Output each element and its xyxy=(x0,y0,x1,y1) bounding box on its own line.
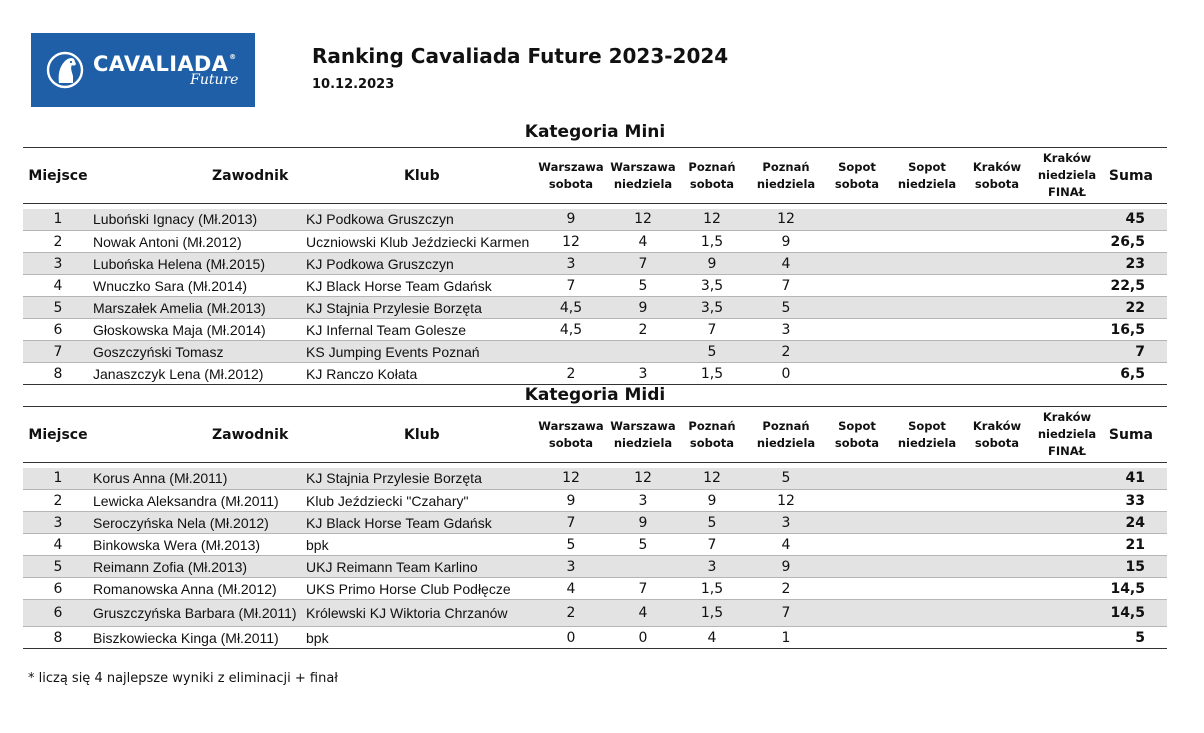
score-cell xyxy=(1030,363,1104,385)
rank-cell: 5 xyxy=(23,297,93,319)
col-header-event-line2: sobota xyxy=(974,435,1020,450)
club-cell: KJ Infernal Team Golesze xyxy=(306,319,532,341)
sum-cell: 15 xyxy=(1104,556,1167,578)
score-cell xyxy=(824,512,890,534)
score-cell: 7 xyxy=(532,275,610,297)
score-cell: 12 xyxy=(610,209,676,231)
rank-cell: 4 xyxy=(23,534,93,556)
col-header-sum: Suma xyxy=(1104,148,1167,204)
col-header-event-line1: Kraków xyxy=(1042,410,1092,424)
col-header-event xyxy=(890,148,964,204)
table-row xyxy=(23,600,1167,627)
score-cell xyxy=(890,319,964,341)
score-cell xyxy=(964,490,1030,512)
score-cell xyxy=(964,319,1030,341)
sum-cell: 26,5 xyxy=(1104,231,1167,253)
score-cell xyxy=(964,627,1030,649)
col-header-event-line2: niedziela xyxy=(897,435,957,450)
col-header-event xyxy=(748,407,824,463)
col-header-place: Miejsce xyxy=(23,148,93,204)
table-row xyxy=(23,341,1167,363)
score-cell xyxy=(824,534,890,556)
score-cell: 7 xyxy=(610,578,676,600)
rank-cell: 1 xyxy=(23,209,93,231)
score-cell: 0 xyxy=(532,627,610,649)
col-header-event xyxy=(532,407,610,463)
score-cell xyxy=(532,341,610,363)
rank-cell: 5 xyxy=(23,556,93,578)
score-cell xyxy=(1030,578,1104,600)
score-cell: 4 xyxy=(532,578,610,600)
score-cell: 7 xyxy=(532,512,610,534)
col-header-event-line1: Poznań xyxy=(688,159,736,174)
rider-name-cell: Lewicka Aleksandra (Mł.2011) xyxy=(93,490,306,512)
club-cell: bpk xyxy=(306,534,532,556)
score-cell xyxy=(964,363,1030,385)
table-row xyxy=(23,534,1167,556)
rider-name-cell: Luboński Ignacy (Mł.2013) xyxy=(93,209,306,231)
score-cell xyxy=(824,209,890,231)
score-cell xyxy=(1030,534,1104,556)
club-cell: Klub Jeździecki "Czahary" xyxy=(306,490,532,512)
score-cell xyxy=(890,209,964,231)
col-header-event-line2: niedziela xyxy=(1037,427,1097,441)
score-cell: 4,5 xyxy=(532,319,610,341)
score-cell xyxy=(890,231,964,253)
col-header-event-line1: Poznań xyxy=(762,159,810,174)
sum-cell: 7 xyxy=(1104,341,1167,363)
club-cell: KJ Black Horse Team Gdańsk xyxy=(306,275,532,297)
score-cell: 2 xyxy=(748,578,824,600)
score-cell xyxy=(824,253,890,275)
logo-name: CAVALIADA xyxy=(93,51,229,76)
score-cell: 5 xyxy=(748,297,824,319)
sum-cell: 23 xyxy=(1104,253,1167,275)
score-cell: 4,5 xyxy=(532,297,610,319)
col-header-event-line2: sobota xyxy=(548,176,594,191)
sum-cell: 41 xyxy=(1104,468,1167,490)
score-cell: 12 xyxy=(676,209,748,231)
col-header-event xyxy=(610,407,676,463)
rider-name-cell: Janaszczyk Lena (Mł.2012) xyxy=(93,363,306,385)
score-cell: 3 xyxy=(748,512,824,534)
score-cell: 9 xyxy=(676,253,748,275)
score-cell xyxy=(1030,231,1104,253)
rider-name-cell: Korus Anna (Mł.2011) xyxy=(93,468,306,490)
score-cell xyxy=(964,556,1030,578)
club-cell: Uczniowski Klub Jeździecki Karmen xyxy=(306,231,532,253)
score-cell xyxy=(890,512,964,534)
col-header-event-line1: Warszawa xyxy=(610,418,676,433)
score-cell: 9 xyxy=(610,512,676,534)
rank-cell: 4 xyxy=(23,275,93,297)
score-cell: 1,5 xyxy=(676,578,748,600)
score-cell: 5 xyxy=(532,534,610,556)
score-cell: 1 xyxy=(748,627,824,649)
score-cell xyxy=(1030,341,1104,363)
col-header-rider: Zawodnik xyxy=(93,148,306,204)
rank-cell: 8 xyxy=(23,363,93,385)
score-cell: 0 xyxy=(748,363,824,385)
rank-cell: 3 xyxy=(23,512,93,534)
category-title-midi: Kategoria Midi xyxy=(524,385,666,405)
rider-name-cell: Goszczyński Tomasz xyxy=(93,341,306,363)
table-row xyxy=(23,578,1167,600)
score-cell xyxy=(1030,556,1104,578)
col-header-event-line2: niedziela xyxy=(897,176,957,191)
score-cell: 1,5 xyxy=(676,600,748,627)
score-cell: 12 xyxy=(532,468,610,490)
score-cell xyxy=(1030,468,1104,490)
col-header-club: Klub xyxy=(306,148,532,204)
club-cell: KJ Podkowa Gruszczyn xyxy=(306,209,532,231)
rider-name-cell: Romanowska Anna (Mł.2012) xyxy=(93,578,306,600)
col-header-event-line1: Warszawa xyxy=(538,418,604,433)
rider-name-cell: Gruszczyńska Barbara (Mł.2011) xyxy=(93,600,306,627)
col-header-event xyxy=(676,407,748,463)
rank-cell: 8 xyxy=(23,627,93,649)
score-cell: 3,5 xyxy=(676,275,748,297)
col-header-event-line1: Warszawa xyxy=(538,159,604,174)
score-cell: 9 xyxy=(532,209,610,231)
score-cell: 12 xyxy=(748,490,824,512)
score-cell xyxy=(1030,627,1104,649)
col-header-event-line2: niedziela xyxy=(1037,168,1097,182)
rank-cell: 2 xyxy=(23,231,93,253)
logo-sub: Future xyxy=(190,71,239,88)
club-cell: KJ Stajnia Przylesie Borzęta xyxy=(306,468,532,490)
sum-cell: 14,5 xyxy=(1104,578,1167,600)
score-cell xyxy=(964,578,1030,600)
score-cell xyxy=(964,341,1030,363)
score-cell xyxy=(890,534,964,556)
ranking-table-mini xyxy=(23,147,1167,385)
col-header-event-line2: sobota xyxy=(834,435,880,450)
col-header-place: Miejsce xyxy=(23,407,93,463)
col-header-event-line3: FINAŁ xyxy=(1047,444,1087,458)
score-cell: 0 xyxy=(610,627,676,649)
table-row xyxy=(23,297,1167,319)
club-cell: KJ Black Horse Team Gdańsk xyxy=(306,512,532,534)
logo-wordmark xyxy=(93,51,239,88)
score-cell xyxy=(890,468,964,490)
col-header-event xyxy=(824,407,890,463)
col-header-event xyxy=(824,148,890,204)
table-row xyxy=(23,512,1167,534)
club-cell: KJ Podkowa Gruszczyn xyxy=(306,253,532,275)
score-cell xyxy=(1030,209,1104,231)
score-cell: 2 xyxy=(532,363,610,385)
score-cell xyxy=(610,341,676,363)
col-header-rider: Zawodnik xyxy=(93,407,306,463)
table-row xyxy=(23,209,1167,231)
score-cell xyxy=(890,297,964,319)
col-header-event xyxy=(890,407,964,463)
sum-cell: 22 xyxy=(1104,297,1167,319)
club-cell: UKJ Reimann Team Karlino xyxy=(306,556,532,578)
score-cell: 5 xyxy=(610,275,676,297)
rider-name-cell: Binkowska Wera (Mł.2013) xyxy=(93,534,306,556)
score-cell xyxy=(824,319,890,341)
col-header-event-line2: sobota xyxy=(974,176,1020,191)
rank-cell: 1 xyxy=(23,468,93,490)
score-cell: 3 xyxy=(532,556,610,578)
score-cell: 12 xyxy=(532,231,610,253)
rank-cell: 6 xyxy=(23,319,93,341)
col-header-event-line1: Warszawa xyxy=(610,159,676,174)
header-row xyxy=(23,148,1167,204)
sum-cell: 14,5 xyxy=(1104,600,1167,627)
sum-cell: 24 xyxy=(1104,512,1167,534)
col-header-event-line1: Sopot xyxy=(908,418,946,433)
score-cell: 3,5 xyxy=(676,297,748,319)
col-header-event xyxy=(532,148,610,204)
score-cell: 5 xyxy=(676,341,748,363)
score-cell: 5 xyxy=(748,468,824,490)
score-cell xyxy=(890,253,964,275)
score-cell xyxy=(964,231,1030,253)
score-cell: 4 xyxy=(748,253,824,275)
col-header-event-line2: sobota xyxy=(689,435,735,450)
col-header-event xyxy=(964,407,1030,463)
score-cell xyxy=(964,512,1030,534)
score-cell: 1,5 xyxy=(676,231,748,253)
col-header-event-line3: FINAŁ xyxy=(1047,185,1087,199)
sum-cell: 5 xyxy=(1104,627,1167,649)
rider-name-cell: Głoskowska Maja (Mł.2014) xyxy=(93,319,306,341)
score-cell xyxy=(1030,490,1104,512)
col-header-event-line2: niedziela xyxy=(756,176,816,191)
score-cell: 3 xyxy=(610,363,676,385)
score-cell: 9 xyxy=(610,297,676,319)
score-cell: 7 xyxy=(676,319,748,341)
col-header-event-line2: niedziela xyxy=(756,435,816,450)
score-cell xyxy=(1030,297,1104,319)
table-row xyxy=(23,319,1167,341)
score-cell xyxy=(824,600,890,627)
rider-name-cell: Biszkowiecka Kinga (Mł.2011) xyxy=(93,627,306,649)
score-cell xyxy=(890,627,964,649)
score-cell xyxy=(610,556,676,578)
score-cell xyxy=(890,490,964,512)
table-row xyxy=(23,556,1167,578)
score-cell: 9 xyxy=(532,490,610,512)
col-header-event xyxy=(964,148,1030,204)
score-cell xyxy=(824,556,890,578)
col-header-sum: Suma xyxy=(1104,407,1167,463)
club-cell: bpk xyxy=(306,627,532,649)
score-cell: 3 xyxy=(532,253,610,275)
score-cell xyxy=(1030,275,1104,297)
score-cell xyxy=(824,468,890,490)
score-cell: 4 xyxy=(748,534,824,556)
col-header-event xyxy=(610,148,676,204)
score-cell xyxy=(890,578,964,600)
score-cell xyxy=(824,578,890,600)
table-row xyxy=(23,363,1167,385)
rank-cell: 3 xyxy=(23,253,93,275)
score-cell xyxy=(890,600,964,627)
score-cell: 1,5 xyxy=(676,363,748,385)
rider-name-cell: Seroczyńska Nela (Mł.2012) xyxy=(93,512,306,534)
score-cell: 9 xyxy=(676,490,748,512)
score-cell: 5 xyxy=(676,512,748,534)
score-cell xyxy=(824,341,890,363)
score-cell: 12 xyxy=(610,468,676,490)
score-cell xyxy=(964,468,1030,490)
score-cell: 3 xyxy=(676,556,748,578)
club-cell: UKS Primo Horse Club Podłęcze xyxy=(306,578,532,600)
col-header-event-line1: Kraków xyxy=(972,159,1022,174)
horse-head-icon xyxy=(45,47,85,93)
score-cell: 4 xyxy=(610,231,676,253)
score-cell xyxy=(964,209,1030,231)
score-cell xyxy=(964,534,1030,556)
score-cell xyxy=(824,490,890,512)
col-header-event-line1: Kraków xyxy=(972,418,1022,433)
score-cell: 4 xyxy=(610,600,676,627)
score-cell xyxy=(824,363,890,385)
rank-cell: 6 xyxy=(23,578,93,600)
rider-name-cell: Nowak Antoni (Mł.2012) xyxy=(93,231,306,253)
score-cell xyxy=(824,275,890,297)
rider-name-cell: Reimann Zofia (Mł.2013) xyxy=(93,556,306,578)
score-cell xyxy=(964,253,1030,275)
table-row xyxy=(23,468,1167,490)
score-cell xyxy=(1030,600,1104,627)
club-cell: Królewski KJ Wiktoria Chrzanów xyxy=(306,600,532,627)
score-cell: 7 xyxy=(748,275,824,297)
category-title-mini: Kategoria Mini xyxy=(524,122,666,142)
club-cell: KJ Stajnia Przylesie Borzęta xyxy=(306,297,532,319)
score-cell xyxy=(1030,319,1104,341)
score-cell: 5 xyxy=(610,534,676,556)
score-cell xyxy=(824,627,890,649)
col-header-event-line1: Poznań xyxy=(688,418,736,433)
col-header-event-line1: Sopot xyxy=(908,159,946,174)
col-header-event xyxy=(1030,148,1104,204)
score-cell: 7 xyxy=(748,600,824,627)
score-cell: 12 xyxy=(676,468,748,490)
sum-cell: 22,5 xyxy=(1104,275,1167,297)
score-cell: 2 xyxy=(532,600,610,627)
rank-cell: 7 xyxy=(23,341,93,363)
score-cell xyxy=(824,231,890,253)
sum-cell: 16,5 xyxy=(1104,319,1167,341)
score-cell: 3 xyxy=(748,319,824,341)
col-header-event-line2: sobota xyxy=(689,176,735,191)
col-header-club: Klub xyxy=(306,407,532,463)
col-header-event-line2: niedziela xyxy=(613,176,673,191)
col-header-event-line1: Kraków xyxy=(1042,151,1092,165)
col-header-event xyxy=(748,148,824,204)
score-cell xyxy=(964,600,1030,627)
page-date: 10.12.2023 xyxy=(312,77,395,92)
table-row xyxy=(23,231,1167,253)
rank-cell: 2 xyxy=(23,490,93,512)
sum-cell: 21 xyxy=(1104,534,1167,556)
cavaliada-logo xyxy=(31,33,255,107)
table-row xyxy=(23,275,1167,297)
score-cell xyxy=(890,556,964,578)
score-cell xyxy=(890,341,964,363)
score-cell: 3 xyxy=(610,490,676,512)
sum-cell: 33 xyxy=(1104,490,1167,512)
score-cell: 9 xyxy=(748,231,824,253)
club-cell: KS Jumping Events Poznań xyxy=(306,341,532,363)
page-title: Ranking Cavaliada Future 2023-2024 xyxy=(312,44,729,68)
col-header-event-line2: sobota xyxy=(834,176,880,191)
score-cell xyxy=(824,297,890,319)
sum-cell: 45 xyxy=(1104,209,1167,231)
score-cell xyxy=(964,297,1030,319)
logo-reg: ® xyxy=(229,52,237,61)
score-cell xyxy=(890,363,964,385)
score-cell: 2 xyxy=(748,341,824,363)
score-cell: 7 xyxy=(676,534,748,556)
score-cell xyxy=(1030,512,1104,534)
score-cell xyxy=(1030,253,1104,275)
header-row xyxy=(23,407,1167,463)
col-header-event-line2: sobota xyxy=(548,435,594,450)
col-header-event-line1: Poznań xyxy=(762,418,810,433)
sum-cell: 6,5 xyxy=(1104,363,1167,385)
rider-name-cell: Lubońska Helena (Mł.2015) xyxy=(93,253,306,275)
table-row xyxy=(23,627,1167,649)
footnote: * liczą się 4 najlepsze wyniki z eliminacji + finał xyxy=(28,671,338,686)
score-cell: 12 xyxy=(748,209,824,231)
rank-cell: 6 xyxy=(23,600,93,627)
ranking-table-midi xyxy=(23,406,1167,649)
col-header-event-line1: Sopot xyxy=(838,159,876,174)
score-cell: 9 xyxy=(748,556,824,578)
col-header-event xyxy=(676,148,748,204)
score-cell: 4 xyxy=(676,627,748,649)
score-cell: 7 xyxy=(610,253,676,275)
col-header-event-line2: niedziela xyxy=(613,435,673,450)
club-cell: KJ Ranczo Kołata xyxy=(306,363,532,385)
col-header-event xyxy=(1030,407,1104,463)
rider-name-cell: Marszałek Amelia (Mł.2013) xyxy=(93,297,306,319)
score-cell xyxy=(890,275,964,297)
table-row xyxy=(23,253,1167,275)
col-header-event-line1: Sopot xyxy=(838,418,876,433)
score-cell xyxy=(964,275,1030,297)
score-cell: 2 xyxy=(610,319,676,341)
rider-name-cell: Wnuczko Sara (Mł.2014) xyxy=(93,275,306,297)
table-row xyxy=(23,490,1167,512)
